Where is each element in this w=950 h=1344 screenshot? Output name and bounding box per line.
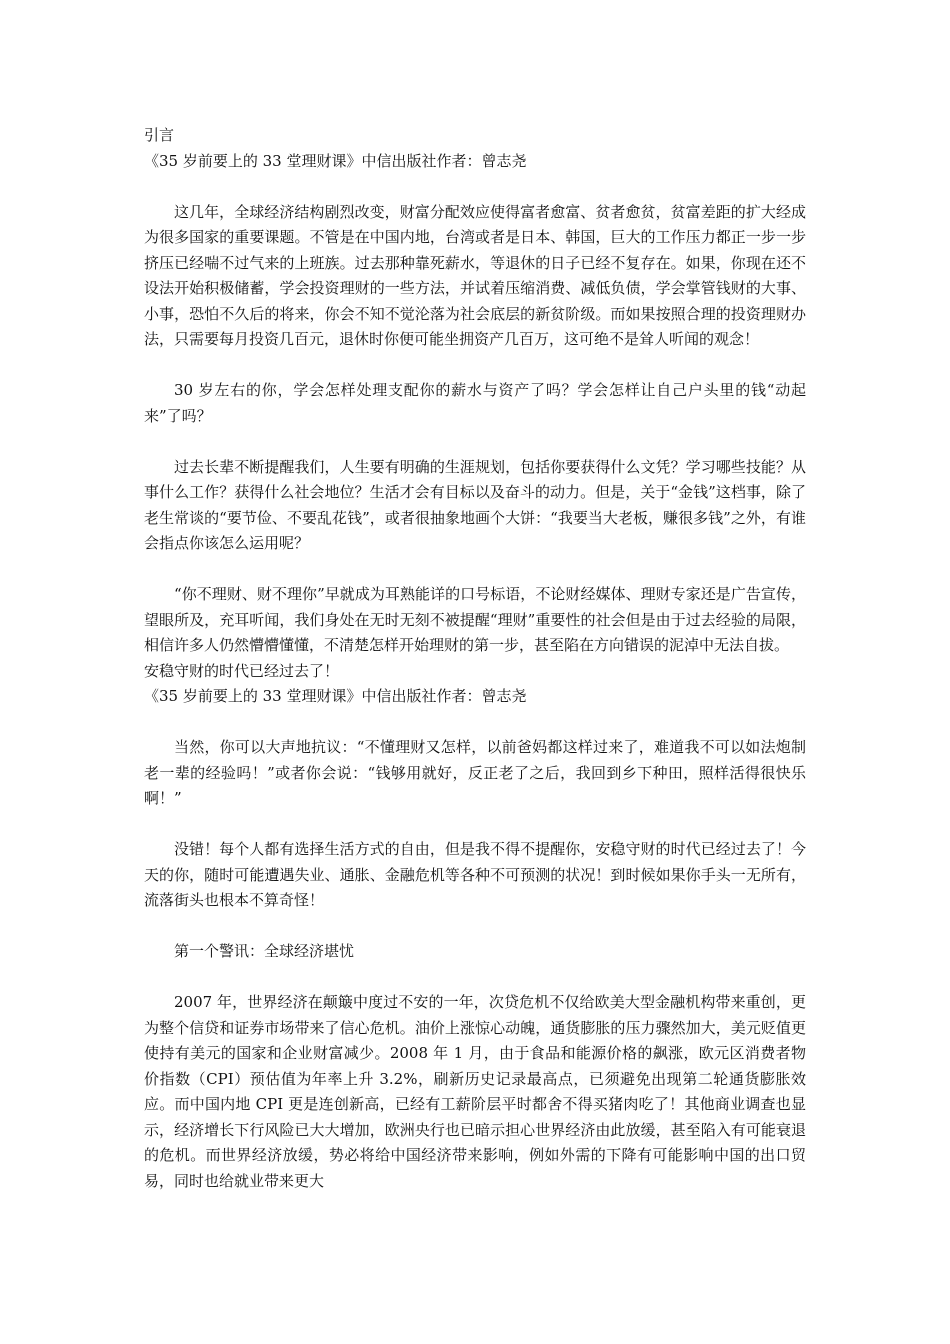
- spacer: [144, 812, 806, 838]
- source-line: 《35 岁前要上的 33 堂理财课》中信出版社作者：曾志尧: [144, 687, 527, 705]
- paragraph: 2007 年，世界经济在颠簸中度过不安的一年，次贷危机不仅给欧美大型金融机构带来重创，更为整个信贷和证券市场带来了信心危机。油价上涨惊心动魄，通货膨胀的压力骤然加大，美元贬值更使持有美元的国家和企业财富减少。2008 年 1 月，由于食品和能源价格的飙涨，欧元区消费者物价指数（CPI）预估值为年率上升 3.2%，刷新历史记录最高点，已须避免出现第二轮通货膨胀效应。而中国内地 CPI 更是连创新高，已经有工薪阶层平时都舍不得买猪肉吃了！其他商业调查也显示，经济增长下行风险已大大增加，欧洲央行也已暗示担心世界经济由此放缓，甚至陷入有可能衰退的危机。而世界经济放缓，势必将给中国经济带来影响，例如外需的下降有可能影响中国的出口贸易，同时也给就业带来更大: [144, 993, 806, 1190]
- spacer: [144, 557, 806, 583]
- spacer: [144, 965, 806, 991]
- source-line: 《35 岁前要上的 33 堂理财课》中信出版社作者：曾志尧: [144, 151, 527, 170]
- paragraph: “你不理财、财不理你”早就成为耳熟能详的口号标语，不论财经媒体、理财专家还是广告宣传，望眼所及，充耳听闻，我们身处在无时无刻不被提醒“理财”重要性的社会但是由于过去经验的局限，相信许多人仍然懵懵懂懂，不清楚怎样开始理财的第一步，甚至陷在方向错误的泥淖中无法自拔。: [144, 585, 806, 654]
- spacer: [144, 353, 806, 379]
- paragraph: 这几年，全球经济结构剧烈改变，财富分配效应使得富者愈富、贫者愈贫，贫富差距的扩大经成为很多国家的重要课题。不管是在中国内地，台湾或者是日本、韩国，巨大的工作压力都正一步一步挤压已经喘不过气来的上班族。过去那种靠死薪水，等退休的日子已经不复存在。如果，你现在还不设法开始积极储蓄，学会投资理财的一些方法，并试着压缩消费、减低负债，学会掌管钱财的大事、小事，恐怕不久后的将来，你会不知不觉沦落为社会底层的新贫阶级。而如果按照合理的投资理财办法，只需要每月投资几百元，退休时你便可能坐拥资产几百万，这可绝不是耸人听闻的观念！: [144, 202, 806, 348]
- section-title: 安稳守财的时代已经过去了！: [144, 661, 340, 680]
- spacer: [144, 710, 806, 736]
- spacer: [144, 429, 806, 455]
- paragraph: 当然，你可以大声地抗议：“不懂理财又怎样，以前爸妈都这样过来了，难道我不可以如法炮制老一辈的经验吗！”或者你会说：“钱够用就好，反正老了之后，我回到乡下种田，照样活得很快乐啊！”: [144, 738, 806, 807]
- document-page: [144, 123, 806, 1194]
- warning-title: 第一个警讯：全球经济堪忧: [174, 942, 355, 960]
- spacer: [144, 174, 806, 200]
- document-heading: 引言: [144, 126, 175, 144]
- paragraph: 30 岁左右的你，学会怎样处理支配你的薪水与资产了吗？学会怎样让自己户头里的钱“动起来”了吗？: [144, 381, 806, 425]
- paragraph: 没错！每个人都有选择生活方式的自由，但是我不得不提醒你，安稳守财的时代已经过去了！今天的你，随时可能遭遇失业、通胀、金融危机等各种不可预测的状况！到时候如果你手头一无所有，流落街头也根本不算奇怪！: [144, 840, 806, 909]
- paragraph: 过去长辈不断提醒我们，人生要有明确的生涯规划，包括你要获得什么文凭？学习哪些技能？从事什么工作？获得什么社会地位？生活才会有目标以及奋斗的动力。但是，关于“金钱”这档事，除了老生常谈的“要节俭、不要乱花钱”，或者很抽象地画个大饼：“我要当大老板，赚很多钱”之外，有谁会指点你该怎么运用呢？: [144, 457, 806, 552]
- spacer: [144, 914, 806, 940]
